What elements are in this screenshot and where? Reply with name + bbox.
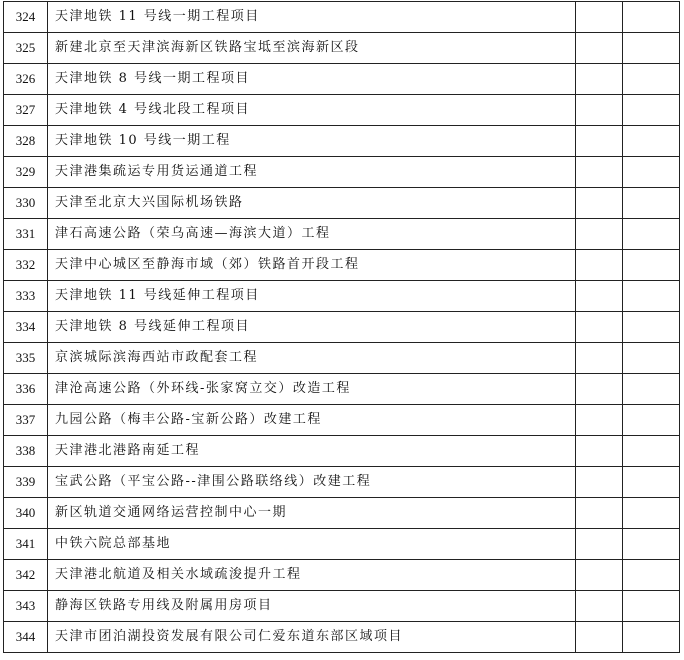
table-row (4, 281, 680, 312)
empty-cell (576, 281, 623, 312)
table-row (4, 64, 680, 95)
row-number-cell: 332 (4, 250, 48, 281)
empty-cell (623, 436, 680, 467)
project-name-cell: 天津市团泊湖投资发展有限公司仁爱东道东部区域项目 (48, 622, 576, 653)
empty-cell (576, 498, 623, 529)
row-number-cell: 336 (4, 374, 48, 405)
empty-cell (623, 64, 680, 95)
project-name-cell: 九园公路（梅丰公路-宝新公路）改建工程 (48, 405, 576, 436)
table-row (4, 622, 680, 653)
empty-cell (623, 2, 680, 33)
row-number-cell: 328 (4, 126, 48, 157)
empty-cell (623, 312, 680, 343)
project-name-cell: 天津地铁 11 号线一期工程项目 (48, 2, 576, 33)
table-row (4, 560, 680, 591)
table-row (4, 591, 680, 622)
empty-cell (623, 591, 680, 622)
table-row (4, 219, 680, 250)
row-number-cell: 342 (4, 560, 48, 591)
table-row (4, 250, 680, 281)
project-name-cell: 天津地铁 11 号线延伸工程项目 (48, 281, 576, 312)
empty-cell (623, 281, 680, 312)
empty-cell (576, 312, 623, 343)
project-name-cell: 津沧高速公路（外环线-张家窝立交）改造工程 (48, 374, 576, 405)
row-number-cell: 324 (4, 2, 48, 33)
empty-cell (623, 188, 680, 219)
table-row (4, 126, 680, 157)
empty-cell (576, 467, 623, 498)
project-name-cell: 天津至北京大兴国际机场铁路 (48, 188, 576, 219)
row-number-cell: 344 (4, 622, 48, 653)
table-row (4, 405, 680, 436)
project-name-cell: 天津港北航道及相关水域疏浚提升工程 (48, 560, 576, 591)
empty-cell (576, 529, 623, 560)
row-number-cell: 333 (4, 281, 48, 312)
row-number-cell: 331 (4, 219, 48, 250)
project-table (3, 1, 680, 653)
empty-cell (576, 126, 623, 157)
empty-cell (576, 591, 623, 622)
empty-cell (576, 95, 623, 126)
empty-cell (576, 33, 623, 64)
row-number-cell: 343 (4, 591, 48, 622)
project-name-cell: 天津港北港路南延工程 (48, 436, 576, 467)
row-number-cell: 334 (4, 312, 48, 343)
project-name-cell: 中铁六院总部基地 (48, 529, 576, 560)
row-number-cell: 326 (4, 64, 48, 95)
project-table-body (4, 2, 680, 653)
empty-cell (623, 157, 680, 188)
row-number-cell: 335 (4, 343, 48, 374)
empty-cell (623, 529, 680, 560)
project-name-cell: 京滨城际滨海西站市政配套工程 (48, 343, 576, 374)
table-row (4, 343, 680, 374)
table-row (4, 436, 680, 467)
empty-cell (623, 33, 680, 64)
empty-cell (623, 126, 680, 157)
project-name-cell: 天津中心城区至静海市域（郊）铁路首开段工程 (48, 250, 576, 281)
empty-cell (623, 405, 680, 436)
project-name-cell: 天津地铁 10 号线一期工程 (48, 126, 576, 157)
empty-cell (623, 622, 680, 653)
project-name-cell: 宝武公路（平宝公路--津围公路联络线）改建工程 (48, 467, 576, 498)
project-name-cell: 津石高速公路（荣乌高速—海滨大道）工程 (48, 219, 576, 250)
table-row (4, 529, 680, 560)
table-row (4, 33, 680, 64)
row-number-cell: 325 (4, 33, 48, 64)
project-name-cell: 新区轨道交通网络运营控制中心一期 (48, 498, 576, 529)
empty-cell (623, 498, 680, 529)
empty-cell (576, 64, 623, 95)
project-name-cell: 天津地铁 4 号线北段工程项目 (48, 95, 576, 126)
empty-cell (576, 250, 623, 281)
row-number-cell: 340 (4, 498, 48, 529)
empty-cell (576, 436, 623, 467)
row-number-cell: 341 (4, 529, 48, 560)
empty-cell (623, 250, 680, 281)
empty-cell (576, 188, 623, 219)
table-row (4, 467, 680, 498)
empty-cell (576, 622, 623, 653)
empty-cell (576, 2, 623, 33)
table-row (4, 188, 680, 219)
project-name-cell: 静海区铁路专用线及附属用房项目 (48, 591, 576, 622)
row-number-cell: 329 (4, 157, 48, 188)
empty-cell (623, 467, 680, 498)
table-row (4, 95, 680, 126)
row-number-cell: 330 (4, 188, 48, 219)
row-number-cell: 327 (4, 95, 48, 126)
row-number-cell: 337 (4, 405, 48, 436)
empty-cell (576, 219, 623, 250)
empty-cell (623, 219, 680, 250)
empty-cell (576, 374, 623, 405)
empty-cell (623, 560, 680, 591)
table-row (4, 374, 680, 405)
row-number-cell: 339 (4, 467, 48, 498)
empty-cell (623, 343, 680, 374)
project-name-cell: 天津港集疏运专用货运通道工程 (48, 157, 576, 188)
empty-cell (576, 560, 623, 591)
empty-cell (623, 95, 680, 126)
table-row (4, 498, 680, 529)
empty-cell (576, 405, 623, 436)
project-name-cell: 新建北京至天津滨海新区铁路宝坻至滨海新区段 (48, 33, 576, 64)
project-name-cell: 天津地铁 8 号线一期工程项目 (48, 64, 576, 95)
project-name-cell: 天津地铁 8 号线延伸工程项目 (48, 312, 576, 343)
empty-cell (576, 157, 623, 188)
table-row (4, 312, 680, 343)
empty-cell (576, 343, 623, 374)
empty-cell (623, 374, 680, 405)
table-row (4, 2, 680, 33)
table-row (4, 157, 680, 188)
row-number-cell: 338 (4, 436, 48, 467)
